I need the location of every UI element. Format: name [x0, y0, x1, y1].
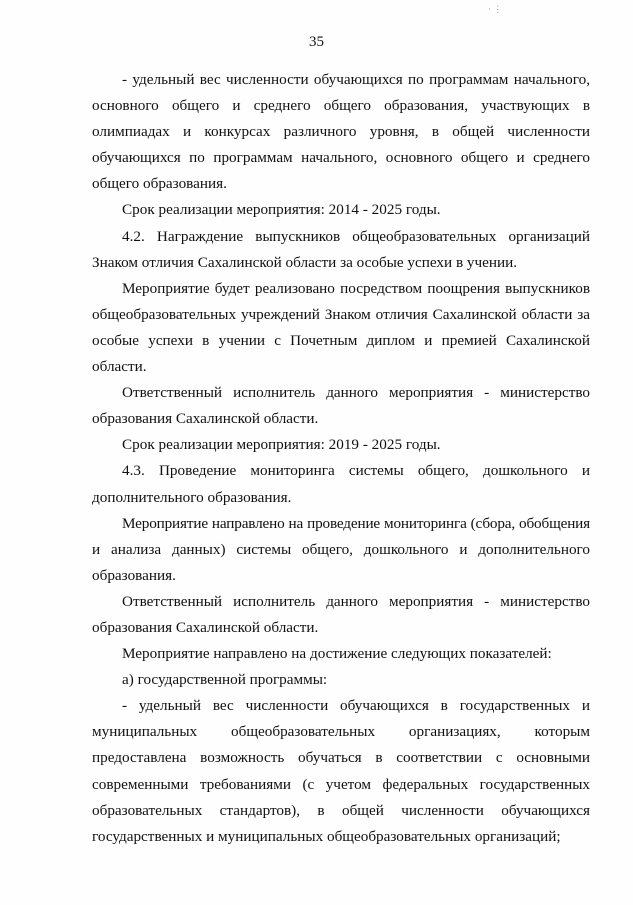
- scan-artifact: · ⋮: [488, 4, 503, 14]
- text-line: 4.3. Проведение мониторинга системы общего, дошкольного и: [122, 462, 590, 480]
- page-number: 35: [309, 34, 324, 50]
- text-line: Мероприятие направлено на проведение мониторинга (сбора, обобщения: [122, 514, 590, 532]
- text-line: Срок реализации мероприятия: 2019 - 2025 годы.: [122, 436, 441, 454]
- text-line: Знаком отличия Сахалинской области за особые успехи в учении.: [92, 253, 518, 271]
- text-line: 4.2. Награждение выпускников общеобразовательных организаций: [122, 227, 590, 245]
- text-line: общеобразовательных учреждений Знаком отличия Сахалинской области за: [92, 305, 590, 323]
- text-line: и анализа данных) системы общего, дошкольного и дополнительного: [92, 540, 590, 558]
- text-line: обучающихся по программам начального, основного общего и среднего: [92, 149, 590, 167]
- text-line: основного общего и среднего общего образования, участвующих в: [92, 97, 590, 115]
- text-line: области.: [92, 358, 147, 376]
- text-line: дополнительного образования.: [92, 488, 292, 506]
- text-line: предоставлена возможность обучаться в соответствии с основными: [92, 749, 590, 767]
- text-line: образования.: [92, 566, 176, 584]
- text-line: Мероприятие будет реализовано посредством поощрения выпускников: [122, 279, 590, 297]
- text-line: образовательных стандартов), в общей численности обучающихся: [92, 801, 590, 819]
- text-line: особые успехи в учении с Почетным диплом и премией Сахалинской: [92, 331, 590, 349]
- text-line: государственных и муниципальных общеобразовательных организаций;: [92, 827, 561, 845]
- text-line: современными требованиями (с учетом федеральных государственных: [92, 775, 590, 793]
- text-line: Ответственный исполнитель данного мероприятия - министерство: [122, 384, 590, 402]
- text-line: общего образования.: [92, 175, 227, 193]
- text-line: образования Сахалинской области.: [92, 410, 319, 428]
- text-line: олимпиадах и конкурсах различного уровня, в общей численности: [92, 123, 590, 141]
- body-text: [92, 67, 590, 850]
- text-line: а) государственной программы:: [122, 671, 328, 689]
- text-line: Срок реализации мероприятия: 2014 - 2025 годы.: [122, 201, 441, 219]
- text-line: образования Сахалинской области.: [92, 618, 319, 636]
- text-line: - удельный вес численности обучающихся в государственных и: [122, 697, 590, 715]
- text-line: - удельный вес численности обучающихся по программам начального,: [122, 71, 590, 88]
- text-line: Ответственный исполнитель данного мероприятия - министерство: [122, 592, 590, 610]
- text-line: Мероприятие направлено на достижение следующих показателей:: [122, 645, 552, 663]
- text-line: муниципальных общеобразовательных организациях, которым: [92, 723, 590, 741]
